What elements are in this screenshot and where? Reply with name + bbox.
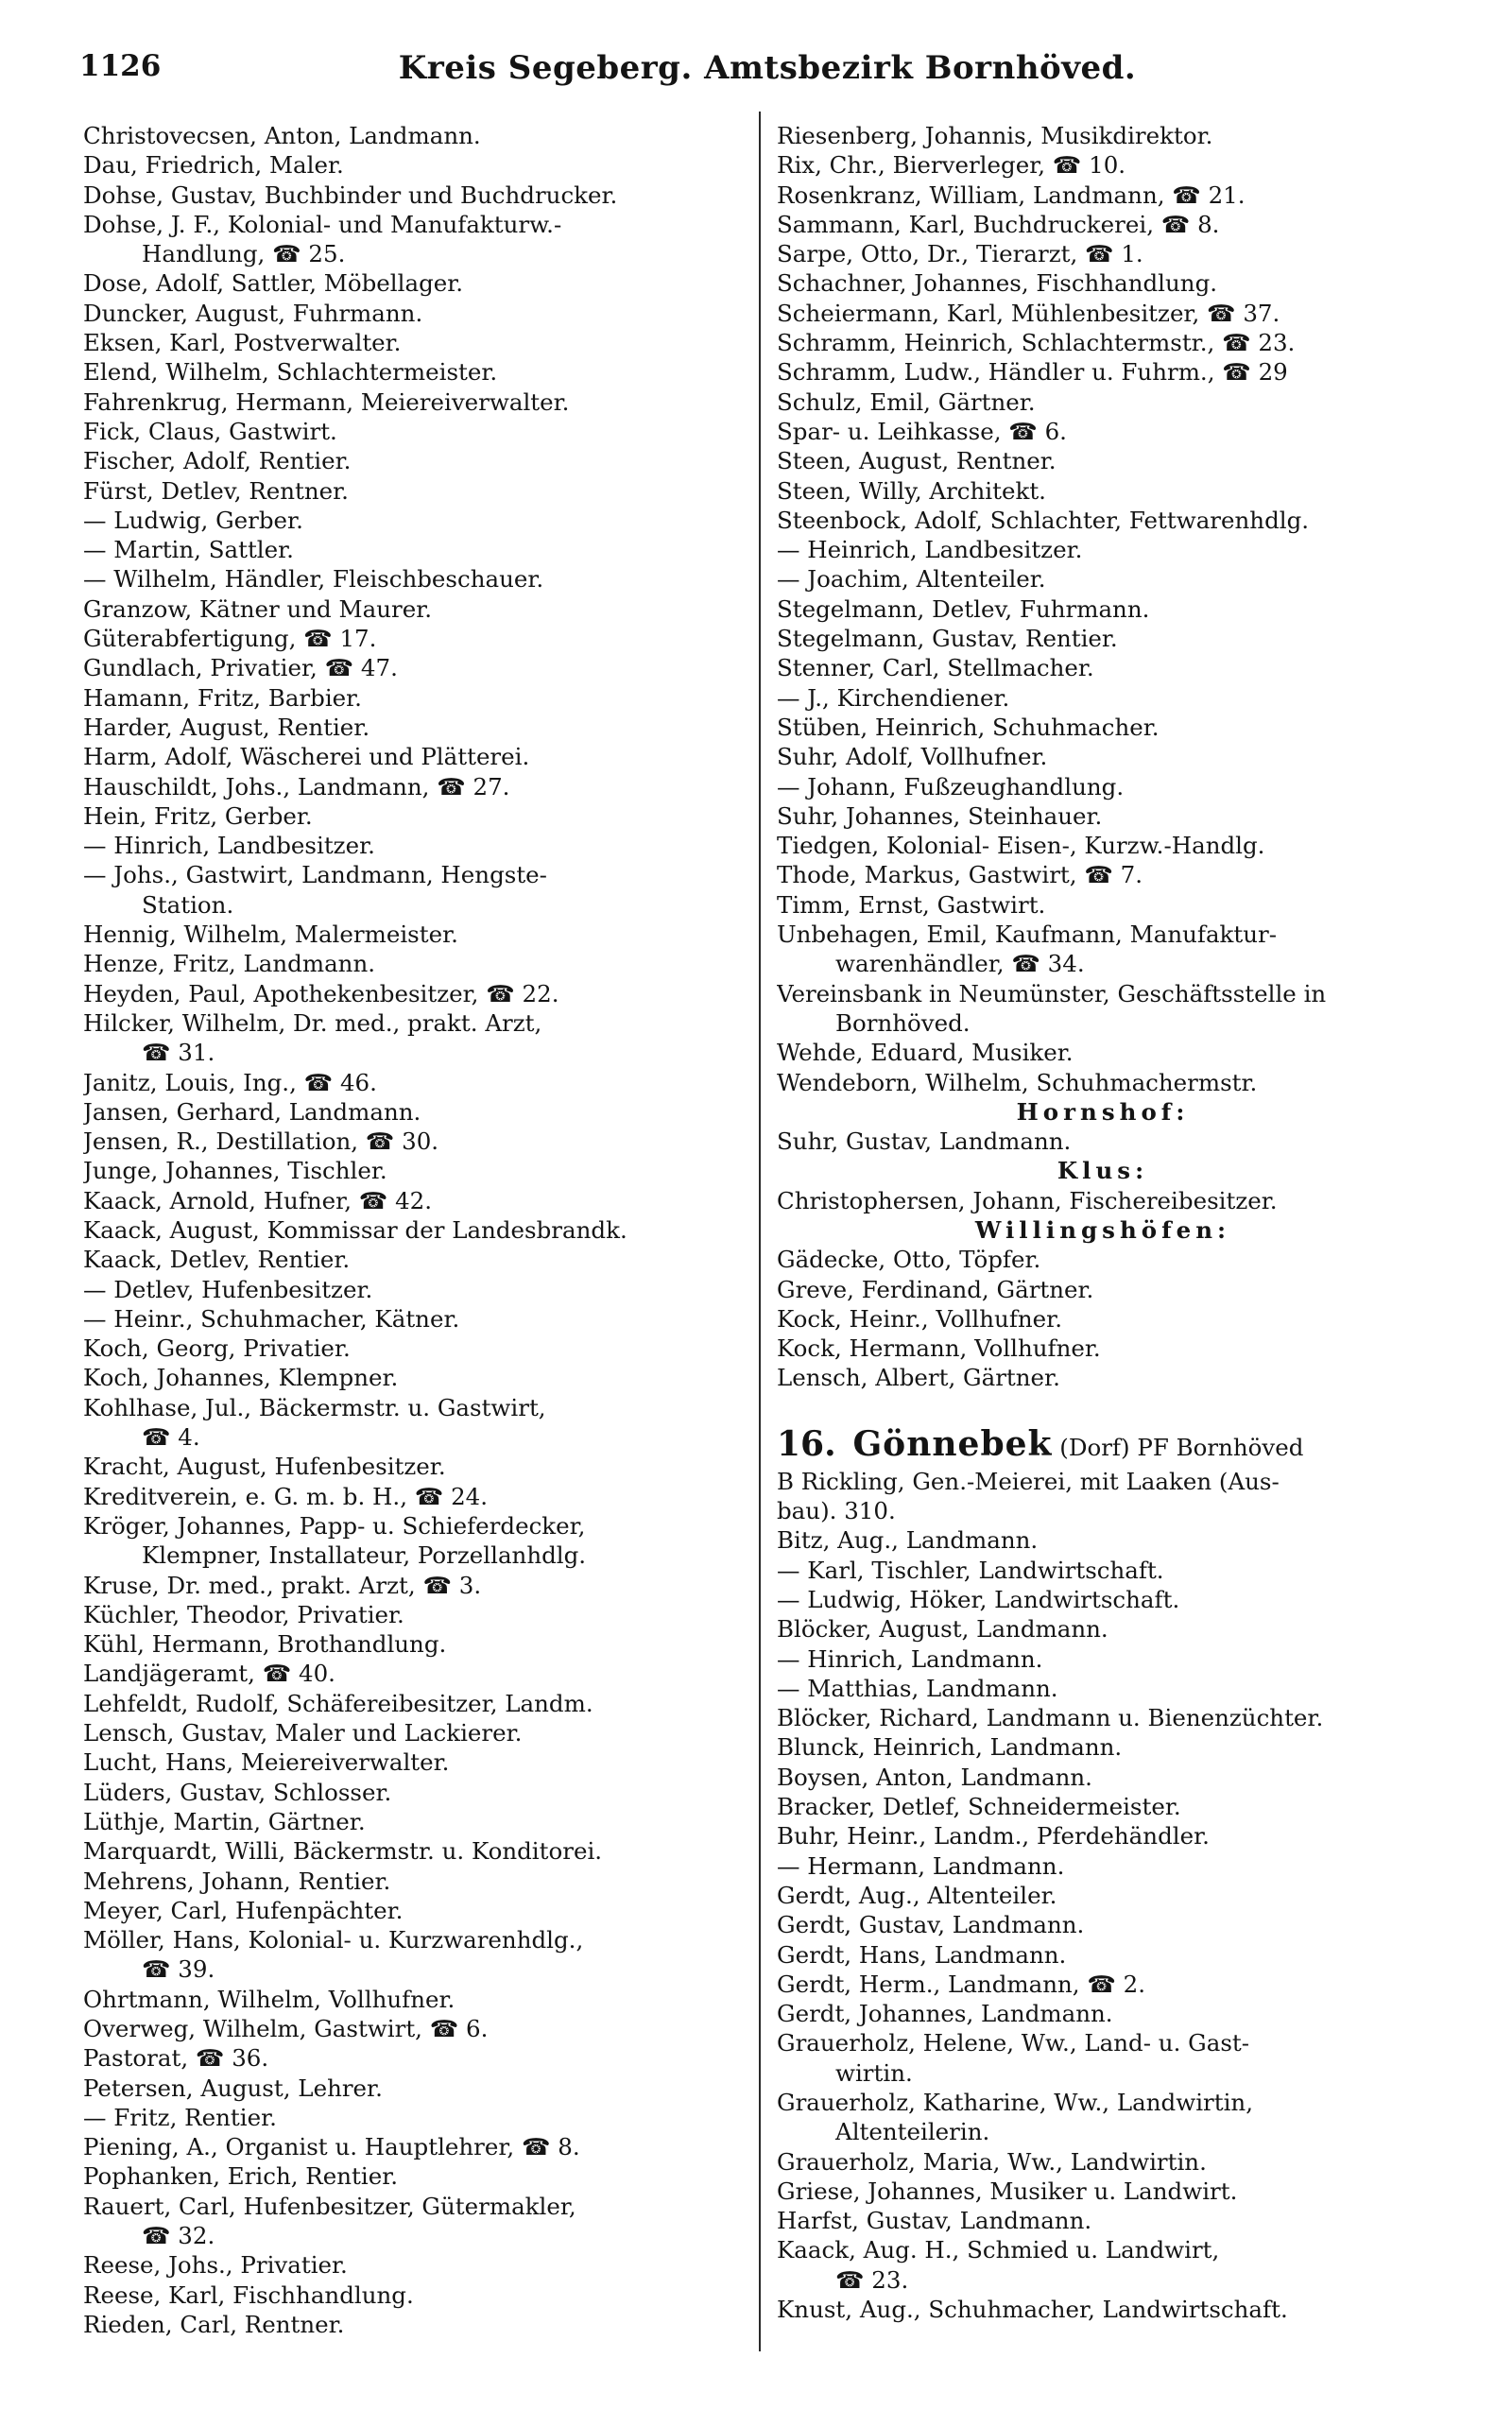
directory-entry: Dose, Adolf, Sattler, Möbellager. (83, 269, 464, 298)
directory-entry: Christophersen, Johann, Fischereibesitzer. (777, 1186, 1278, 1214)
directory-entry: — Detlev, Hufenbesitzer. (83, 1275, 373, 1303)
directory-entry: Bracker, Detlef, Schneidermeister. (777, 1793, 1181, 1821)
directory-entry: Gerdt, Herm., Landmann, ☎ 2. (777, 1970, 1146, 1998)
section-16-intro-line1 (777, 1425, 1429, 1467)
directory-entry: Reese, Johs., Privatier. (83, 2251, 348, 2280)
directory-entry: Suhr, Johannes, Steinhauer. (777, 801, 1103, 830)
directory-entry: Lensch, Gustav, Maler und Lackierer. (83, 1719, 523, 1747)
directory-entry: Suhr, Adolf, Vollhufner. (777, 743, 1048, 771)
directory-entry: Buhr, Heinr., Landm., Pferdehändler. (777, 1822, 1210, 1850)
directory-entry: Hauschildt, Johs., Landmann, ☎ 27. (83, 772, 510, 800)
directory-entry: Boysen, Anton, Landmann. (777, 1763, 1092, 1791)
directory-entry: Blöcker, Richard, Landmann u. Bienenzüchter. (777, 1704, 1324, 1732)
directory-entry: Kock, Hermann, Vollhufner. (777, 1334, 1101, 1363)
directory-entry: Suhr, Gustav, Landmann. (777, 1127, 1072, 1156)
directory-entry: Kreditverein, e. G. m. b. H., ☎ 24. (83, 1482, 489, 1510)
directory-entry: Bitz, Aug., Landmann. (777, 1526, 1039, 1555)
directory-entry: Reese, Karl, Fischhandlung. (83, 2281, 414, 2309)
directory-entry: Riesenberg, Johannis, Musikdirektor. (777, 122, 1213, 149)
directory-entry: Stegelmann, Detlev, Fuhrmann. (777, 594, 1150, 623)
directory-entry: ☎ 39. (142, 1955, 215, 1984)
section-intro-rest: (Dorf) PF Bornhöved (1059, 1433, 1304, 1461)
directory-entry: Harder, August, Rentier. (83, 713, 370, 741)
directory-entry: Koch, Georg, Privatier. (83, 1334, 351, 1363)
directory-entry: Janitz, Louis, Ing., ☎ 46. (83, 1068, 377, 1096)
directory-entry: Eksen, Karl, Postverwalter. (83, 329, 402, 357)
directory-entry: Henze, Fritz, Landmann. (83, 950, 376, 978)
directory-entry: Piening, A., Organist u. Hauptlehrer, ☎ 8. (83, 2133, 580, 2161)
directory-entry: Greve, Ferdinand, Gärtner. (777, 1275, 1094, 1303)
directory-entry: — Heinrich, Landbesitzer. (777, 536, 1083, 564)
directory-entry: Kaack, Detlev, Rentier. (83, 1246, 351, 1274)
directory-entry: Gerdt, Johannes, Landmann. (777, 2000, 1113, 2028)
section-16-intro-line2: B Rickling, Gen.-Meierei, mit Laaken (Aus- (777, 1467, 1280, 1495)
directory-entry: ☎ 32. (142, 2222, 215, 2250)
directory-entry: Pophanken, Erich, Rentier. (83, 2162, 399, 2191)
directory-entry: Klempner, Installateur, Porzellanhdlg. (142, 1541, 587, 1570)
directory-entry: Heyden, Paul, Apothekenbesitzer, ☎ 22. (83, 979, 559, 1007)
directory-entry: Gerdt, Hans, Landmann. (777, 1940, 1067, 1969)
directory-entry: Blunck, Heinrich, Landmann. (777, 1733, 1123, 1762)
section-16-entries (777, 1525, 1429, 2324)
directory-entry: Schachner, Johannes, Fischhandlung. (777, 269, 1218, 298)
directory-entry: ☎ 31. (142, 1039, 215, 1067)
section-16-intro-line3: bau). 310. (777, 1497, 896, 1525)
directory-entry: — J., Kirchendiener. (777, 683, 1010, 712)
page-header (79, 49, 1455, 96)
directory-entry: Küchler, Theodor, Privatier. (83, 1600, 404, 1628)
directory-entry: Lucht, Hans, Meiereiverwalter. (83, 1748, 450, 1777)
directory-entry: — Fritz, Rentier. (83, 2103, 277, 2131)
directory-entry: Meyer, Carl, Hufenpächter. (83, 1896, 404, 1924)
directory-entry: Jensen, R., Destillation, ☎ 30. (83, 1127, 439, 1156)
directory-entry: Schramm, Heinrich, Schlachtermstr., ☎ 23. (777, 329, 1296, 357)
directory-entry: Mehrens, Johann, Rentier. (83, 1867, 391, 1895)
directory-entry: — Hinrich, Landmann. (777, 1644, 1043, 1673)
directory-entry: Marquardt, Willi, Bäckermstr. u. Konditorei. (83, 1837, 603, 1866)
directory-entry: Hein, Fritz, Gerber. (83, 801, 313, 830)
locality-heading: Klus: (1057, 1157, 1149, 1185)
directory-entry: Grauerholz, Helene, Ww., Land- u. Gast- (777, 2029, 1250, 2057)
directory-entry: Gerdt, Gustav, Landmann. (777, 1911, 1085, 1939)
directory-entry: wirtin. (835, 2058, 913, 2087)
directory-entry: Kühl, Hermann, Brothandlung. (83, 1630, 447, 1659)
directory-entry: Gundlach, Privatier, ☎ 47. (83, 654, 398, 682)
directory-entry: — Johs., Gastwirt, Landmann, Hengste- (83, 861, 547, 889)
directory-entry: Kaack, August, Kommissar der Landesbrandk. (83, 1215, 627, 1244)
directory-entry: Steen, August, Rentner. (777, 447, 1057, 475)
directory-entry: Thode, Markus, Gastwirt, ☎ 7. (777, 861, 1143, 889)
directory-entry: Kock, Heinr., Vollhufner. (777, 1304, 1062, 1333)
directory-entry: Granzow, Kätner und Maurer. (83, 594, 433, 623)
directory-entry: Hamann, Fritz, Barbier. (83, 683, 362, 712)
running-title: Kreis Segeberg. Amtsbezirk Bornhöved. (398, 49, 1137, 87)
directory-entry: Stenner, Carl, Stellmacher. (777, 654, 1094, 682)
directory-entry: Timm, Ernst, Gastwirt. (777, 890, 1046, 919)
directory-entry: Handlung, ☎ 25. (142, 240, 346, 268)
directory-entry: Elend, Wilhelm, Schlachtermeister. (83, 358, 498, 387)
directory-entry: Fürst, Detlev, Rentner. (83, 476, 349, 505)
directory-entry: Altenteilerin. (835, 2118, 990, 2146)
directory-entry: Stegelmann, Gustav, Rentier. (777, 625, 1118, 653)
directory-entry: Hennig, Wilhelm, Malermeister. (83, 921, 458, 949)
directory-entry: Stüben, Heinrich, Schuhmacher. (777, 713, 1160, 741)
directory-entry: Grauerholz, Maria, Ww., Landwirtin. (777, 2147, 1207, 2176)
directory-entry: — Wilhelm, Händler, Fleischbeschauer. (83, 565, 544, 594)
directory-entry: Kaack, Arnold, Hufner, ☎ 42. (83, 1186, 433, 1214)
directory-entry: Rix, Chr., Bierverleger, ☎ 10. (777, 151, 1126, 180)
directory-entry: Schulz, Emil, Gärtner. (777, 387, 1036, 416)
directory-entry: Station. (142, 890, 234, 919)
section-gap (777, 1393, 1429, 1425)
directory-entry: — Johann, Fußzeughandlung. (777, 772, 1125, 800)
directory-entry: — Joachim, Altenteiler. (777, 565, 1046, 594)
directory-entry: Spar- u. Leihkasse, ☎ 6. (777, 417, 1067, 445)
directory-entry: Güterabfertigung, ☎ 17. (83, 625, 377, 653)
directory-entry: Lensch, Albert, Gärtner. (777, 1364, 1060, 1392)
directory-entry: Junge, Johannes, Tischler. (83, 1157, 387, 1185)
directory-entry: Lüthje, Martin, Gärtner. (83, 1807, 366, 1835)
directory-entry: Dau, Friedrich, Maler. (83, 151, 344, 180)
directory-entry: — Hermann, Landmann. (777, 1851, 1065, 1880)
directory-entry: Griese, Johannes, Musiker u. Landwirt. (777, 2177, 1238, 2205)
directory-entry: Scheiermann, Karl, Mühlenbesitzer, ☎ 37. (777, 299, 1280, 327)
left-column (83, 121, 764, 2339)
directory-entry: Steenbock, Adolf, Schlachter, Fettwarenhdlg. (777, 506, 1310, 534)
directory-entry: Gädecke, Otto, Töpfer. (777, 1246, 1041, 1274)
directory-entry: Wehde, Eduard, Musiker. (777, 1039, 1074, 1067)
directory-entry: Tiedgen, Kolonial- Eisen-, Kurzw.-Handlg. (777, 832, 1265, 860)
directory-entry: Fahrenkrug, Hermann, Meiereiverwalter. (83, 387, 570, 416)
directory-entry: Overweg, Wilhelm, Gastwirt, ☎ 6. (83, 2015, 489, 2042)
directory-entry: Bornhöved. (835, 1008, 971, 1037)
directory-entry: Kaack, Aug. H., Schmied u. Landwirt, (777, 2236, 1220, 2264)
column-divider (759, 112, 761, 2351)
directory-entry: Fischer, Adolf, Rentier. (83, 447, 352, 475)
directory-entry: Rosenkranz, William, Landmann, ☎ 21. (777, 181, 1246, 209)
directory-entry: ☎ 4. (142, 1423, 200, 1452)
section-number: 16. (777, 1423, 836, 1464)
directory-entry: warenhändler, ☎ 34. (835, 950, 1085, 978)
directory-entry: Kruse, Dr. med., prakt. Arzt, ☎ 3. (83, 1571, 482, 1599)
section-place-name: Gönnebek (852, 1423, 1053, 1464)
directory-entry: Blöcker, August, Landmann. (777, 1615, 1108, 1644)
directory-entry: Lüders, Gustav, Schlosser. (83, 1778, 392, 1806)
directory-entry: Fick, Claus, Gastwirt. (83, 417, 337, 445)
locality-heading: Hornshof: (1016, 1097, 1190, 1126)
directory-entry: Harfst, Gustav, Landmann. (777, 2207, 1092, 2235)
directory-entry: Unbehagen, Emil, Kaufmann, Manufaktur- (777, 921, 1278, 949)
directory-entry: Kohlhase, Jul., Bäckermstr. u. Gastwirt, (83, 1393, 546, 1421)
directory-entry: Duncker, August, Fuhrmann. (83, 299, 423, 327)
directory-entry: Koch, Johannes, Klempner. (83, 1364, 399, 1392)
right-column (777, 121, 1429, 2324)
directory-entry: Rieden, Carl, Rentner. (83, 2310, 345, 2338)
directory-entry: Dohse, Gustav, Buchbinder und Buchdrucker. (83, 181, 618, 209)
directory-entry: Rauert, Carl, Hufenbesitzer, Gütermakler, (83, 2192, 576, 2220)
directory-entry: Jansen, Gerhard, Landmann. (83, 1097, 421, 1126)
directory-entry: Harm, Adolf, Wäscherei und Plätterei. (83, 743, 530, 771)
directory-entry: Kröger, Johannes, Papp- u. Schieferdecker, (83, 1511, 586, 1540)
directory-entry: — Ludwig, Gerber. (83, 506, 303, 534)
directory-entry: ☎ 23. (835, 2265, 909, 2294)
directory-entry: — Heinr., Schuhmacher, Kätner. (83, 1304, 460, 1333)
directory-entry: — Martin, Sattler. (83, 536, 294, 564)
directory-entry: Kracht, August, Hufenbesitzer. (83, 1453, 446, 1481)
directory-entry: Sammann, Karl, Buchdruckerei, ☎ 8. (777, 210, 1220, 238)
directory-entry: Petersen, August, Lehrer. (83, 2074, 383, 2102)
directory-entry: Grauerholz, Katharine, Ww., Landwirtin, (777, 2089, 1253, 2116)
directory-entry: Gerdt, Aug., Altenteiler. (777, 1881, 1057, 1909)
directory-entry: Dohse, J. F., Kolonial- und Manufakturw.- (83, 210, 562, 238)
directory-entry: — Hinrich, Landbesitzer. (83, 832, 375, 860)
directory-entry: Lehfeldt, Rudolf, Schäfereibesitzer, Landm. (83, 1689, 593, 1717)
directory-entry: — Matthias, Landmann. (777, 1674, 1058, 1702)
directory-entry: — Karl, Tischler, Landwirtschaft. (777, 1556, 1164, 1584)
directory-entry: Möller, Hans, Kolonial- u. Kurzwarenhdlg., (83, 1926, 584, 1954)
directory-entry: Vereinsbank in Neumünster, Geschäftsstelle in (777, 979, 1327, 1007)
directory-entry: Ohrtmann, Wilhelm, Vollhufner. (83, 1985, 455, 2013)
directory-entry: — Ludwig, Höker, Landwirtschaft. (777, 1585, 1180, 1613)
directory-entry: Pastorat, ☎ 36. (83, 2044, 269, 2073)
directory-entry: Christovecsen, Anton, Landmann. (83, 122, 481, 149)
directory-entry: Sarpe, Otto, Dr., Tierarzt, ☎ 1. (777, 240, 1143, 268)
page-number: 1126 (79, 49, 162, 83)
directory-entry: Steen, Willy, Architekt. (777, 476, 1046, 505)
directory-entry: Hilcker, Wilhelm, Dr. med., prakt. Arzt, (83, 1008, 542, 1037)
directory-entry: Wendeborn, Wilhelm, Schuhmachermstr. (777, 1068, 1258, 1096)
directory-entry: Knust, Aug., Schuhmacher, Landwirtschaft. (777, 2296, 1288, 2324)
right-column-entries (777, 121, 1429, 1393)
locality-heading: Willingshöfen: (974, 1215, 1231, 1244)
directory-entry: Landjägeramt, ☎ 40. (83, 1660, 335, 1688)
directory-entry: Schramm, Ludw., Händler u. Fuhrm., ☎ 29 (777, 358, 1288, 387)
